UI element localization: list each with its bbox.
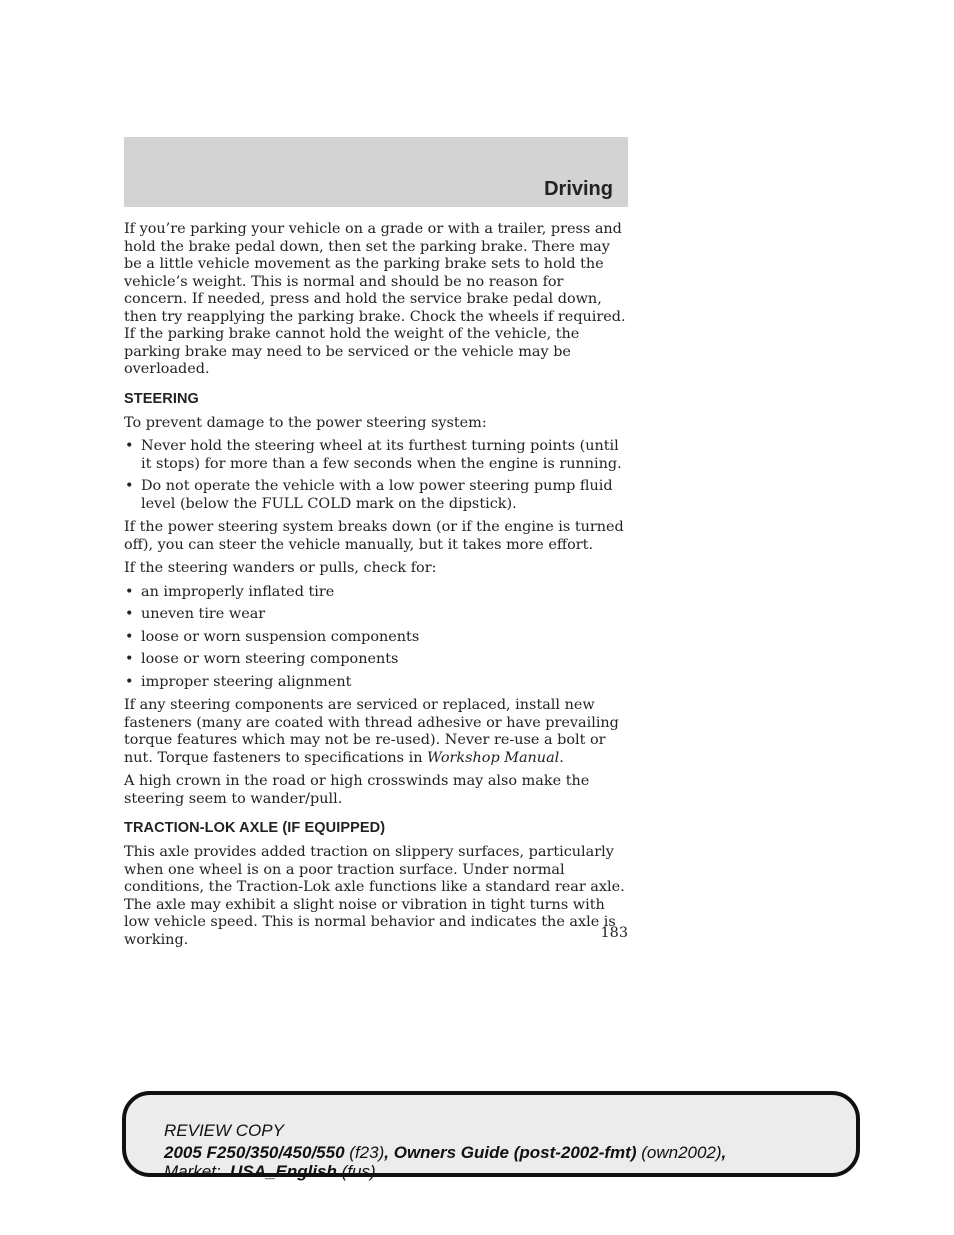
bullet-glyph: • — [125, 478, 134, 494]
page-content — [124, 221, 628, 955]
crown-paragraph: A high crown in the road or high crosswinds may also make the steering seem to wander/pull. — [124, 773, 590, 807]
bullet-glyph: • — [125, 673, 134, 690]
bullet-glyph: • — [125, 651, 134, 667]
list-item: • Do not operate the vehicle with a low power steering pump fluid level (below the FULL COLD mark on the dipstick). — [125, 478, 613, 512]
list-item: • loose or worn steering components — [125, 651, 399, 667]
bullet-glyph: • — [125, 606, 134, 622]
traction-paragraph: This axle provides added traction on slippery surfaces, particularly when one wheel is on a poor traction surface. Under normal conditions, the Traction-Lok axle functions like a standard rear axle. The axle may exhibit a slight noise or vibration in tight turns with low vehicle speed. This is normal behavior and indicates the axle is working. — [124, 844, 625, 948]
list-item: • improper steering alignment — [125, 673, 352, 690]
bullet-glyph: • — [125, 583, 134, 600]
review-copy-footer — [122, 1091, 860, 1181]
steering-checklist — [124, 584, 628, 692]
page-number: 183 — [600, 925, 628, 941]
steering-wanders-intro: If the steering wanders or pulls, check for: — [124, 560, 437, 576]
fasteners-paragraph: If any steering components are serviced or replaced, install new fasteners (many are coated with thread adhesive or have prevailing torque features which may not be re-used). Never re-use a bolt or nut. Torque fasteners to specifications in Workshop Manual. — [124, 697, 619, 766]
list-item: • uneven tire wear — [125, 606, 266, 622]
traction-heading: TRACTION-LOK AXLE (IF EQUIPPED) — [124, 820, 386, 836]
steering-warnings-list — [124, 438, 628, 513]
section-header-band — [124, 137, 628, 207]
list-item: • an improperly inflated tire — [125, 583, 335, 600]
bullet-glyph: • — [125, 628, 134, 645]
steering-breakdown-paragraph: If the power steering system breaks down (or if the engine is turned off), you can steer the vehicle manually, but it takes more effort. — [124, 519, 624, 553]
review-copy-label: REVIEW COPY — [164, 1121, 284, 1140]
workshop-manual-reference: Workshop Manual — [427, 749, 560, 766]
steering-heading: STEERING — [124, 390, 199, 407]
parking-paragraph: If you’re parking your vehicle on a grade or with a trailer, press and hold the brake pedal down, then set the parking brake. There may be a little vehicle movement as the parking brake sets to hold the vehicle’s weight. This is normal and should be no reason for concern. If needed, press and hold the service brake pedal down, then try reapplying the parking brake. Chock the wheels if required. If the parking brake cannot hold the weight of the vehicle, the parking brake may need to be serviced or the vehicle may be overloaded. — [124, 221, 626, 377]
bullet-glyph: • — [125, 438, 134, 454]
list-item: • loose or worn suspension components — [125, 628, 420, 645]
section-title: Driving — [544, 178, 613, 200]
list-item: • Never hold the steering wheel at its furthest turning points (until it stops) for more than a few seconds when the engine is running. — [125, 438, 622, 472]
steering-intro: To prevent damage to the power steering system: — [124, 414, 487, 431]
footer-market-line: Market: USA_English (fus) — [164, 1162, 376, 1181]
footer-model-line: 2005 F250/350/450/550 (f23), Owners Guide (post-2002-fmt) (own2002), — [164, 1143, 727, 1162]
